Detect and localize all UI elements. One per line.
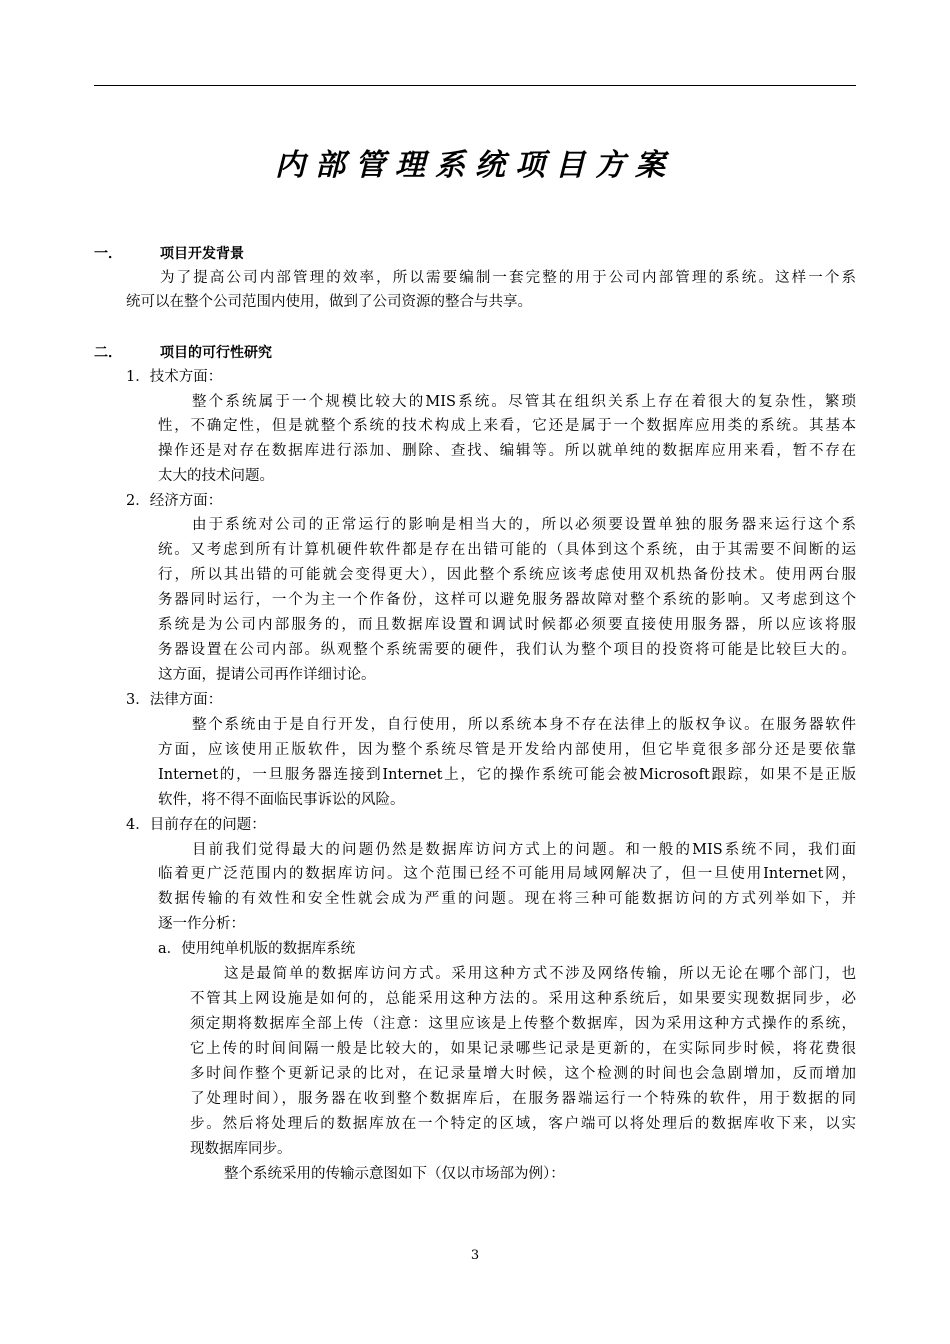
subsection-heading: 2．经济方面： [126, 493, 223, 509]
paragraph-line: 整个系统由于是自行开发，自行使用，所以系统本身不存在法律上的版权争议。在服务器软件 [192, 717, 856, 733]
subsection-heading: 3．法律方面： [126, 692, 223, 708]
section-heading: 项目的可行性研究 [160, 345, 272, 361]
subsection-heading: 1．技术方面： [126, 369, 223, 385]
paragraph-line: 现数据库同步。 [190, 1141, 292, 1157]
paragraph-line: 了处理时间），服务器在收到整个数据库后，在服务器端运行一个特殊的软件，用于数据的同 [190, 1091, 856, 1107]
paragraph-line: 目前我们觉得最大的问题仍然是数据库访问方式上的问题。和一般的MIS系统不同，我们面 [192, 842, 856, 858]
paragraph-line: 整个系统属于一个规模比较大的MIS系统。尽管其在组织关系上存在着很大的复杂性，繁琐 [192, 394, 856, 410]
section-number: 一． [94, 246, 122, 262]
paragraph-line: 务器同时运行，一个为主一个作备份，这样可以避免服务器故障对整个系统的影响。又考虑到这个 [158, 592, 856, 608]
paragraph-line: 数据传输的有效性和安全性就会成为严重的问题。现在将三种可能数据访问的方式列举如下，并 [158, 891, 856, 907]
paragraph-line: 方面，应该使用正版软件，因为整个系统尽管是开发给内部使用，但它毕竟很多部分还是要依靠 [158, 742, 856, 758]
paragraph-line: 统可以在整个公司范围内使用，做到了公司资源的整合与共享。 [126, 294, 532, 310]
paragraph-line: 整个系统采用的传输示意图如下（仅以市场部为例）： [224, 1166, 565, 1182]
paragraph-line: 多时间作整个更新记录的比对，在记录量增大时候，这个检测的时间也会急剧增加，反而增加 [190, 1066, 856, 1082]
section-heading: 项目开发背景 [160, 246, 244, 262]
paragraph-line: 系统是为公司内部服务的，而且数据库设置和调试时候都必须要直接使用服务器，所以应该将服 [158, 617, 856, 633]
section-number: 二． [94, 345, 122, 361]
paragraph-line: 统。又考虑到所有计算机硬件软件都是存在出错可能的（具体到这个系统，由于其需要不间断的运 [158, 542, 856, 558]
paragraph-line: 务器设置在公司内部。纵观整个系统需要的硬件，我们认为整个项目的投资将可能是比较巨大的。 [158, 642, 856, 658]
paragraph-line: 这是最简单的数据库访问方式。采用这种方式不涉及网络传输，所以无论在哪个部门，也 [224, 966, 856, 982]
page-number: 3 [470, 1248, 480, 1263]
paragraph-line: 性，不确定性，但是就整个系统的技术构成上来看，它还是属于一个数据库应用类的系统。其基本 [158, 418, 856, 434]
paragraph-line: 不管其上网设施是如何的，总能采用这种方法的。采用这种系统后，如果要实现数据同步，必 [190, 991, 856, 1007]
paragraph-line: Internet的，一旦服务器连接到Internet上，它的操作系统可能会被Microsoft跟踪，如果不是正版 [158, 767, 856, 783]
paragraph-line: 由于系统对公司的正常运行的影响是相当大的，所以必须要设置单独的服务器来运行这个系 [192, 517, 856, 533]
subsection-heading: 4．目前存在的问题： [126, 817, 266, 833]
paragraph-line: 须定期将数据库全部上传（注意：这里应该是上传整个数据库，因为采用这种方式操作的系统， [190, 1016, 856, 1032]
header-rule [94, 85, 856, 86]
paragraph-line: 为了提高公司内部管理的效率，所以需要编制一套完整的用于公司内部管理的系统。这样一个系 [160, 270, 856, 286]
paragraph-line: 步。然后将处理后的数据库放在一个特定的区域，客户端可以将处理后的数据库收下来，以实 [190, 1116, 856, 1132]
paragraph-line: 行，所以其出错的可能就会变得更大），因此整个系统应该考虑使用双机热备份技术。使用两台服 [158, 567, 856, 583]
paragraph-line: 逐一作分析： [158, 916, 245, 932]
paragraph-line: 它上传的时间间隔一般是比较大的，如果记录哪些记录是更新的，在实际同步时候，将花费很 [190, 1041, 856, 1057]
document-title: 内部管理系统项目方案 [275, 148, 675, 183]
paragraph-line: 操作还是对存在数据库进行添加、删除、查找、编辑等。所以就单纯的数据库应用来看，暂不存在 [158, 443, 856, 459]
paragraph-line: 临着更广泛范围内的数据库访问。这个范围已经不可能用局域网解决了，但一旦使用Internet网， [158, 866, 856, 882]
paragraph-line: 软件，将不得不面临民事诉讼的风险。 [158, 792, 405, 808]
paragraph-line: 太大的技术问题。 [158, 468, 274, 484]
list-item-heading: a．使用纯单机版的数据库系统 [158, 941, 356, 957]
paragraph-line: 这方面，提请公司再作详细讨论。 [158, 667, 376, 683]
